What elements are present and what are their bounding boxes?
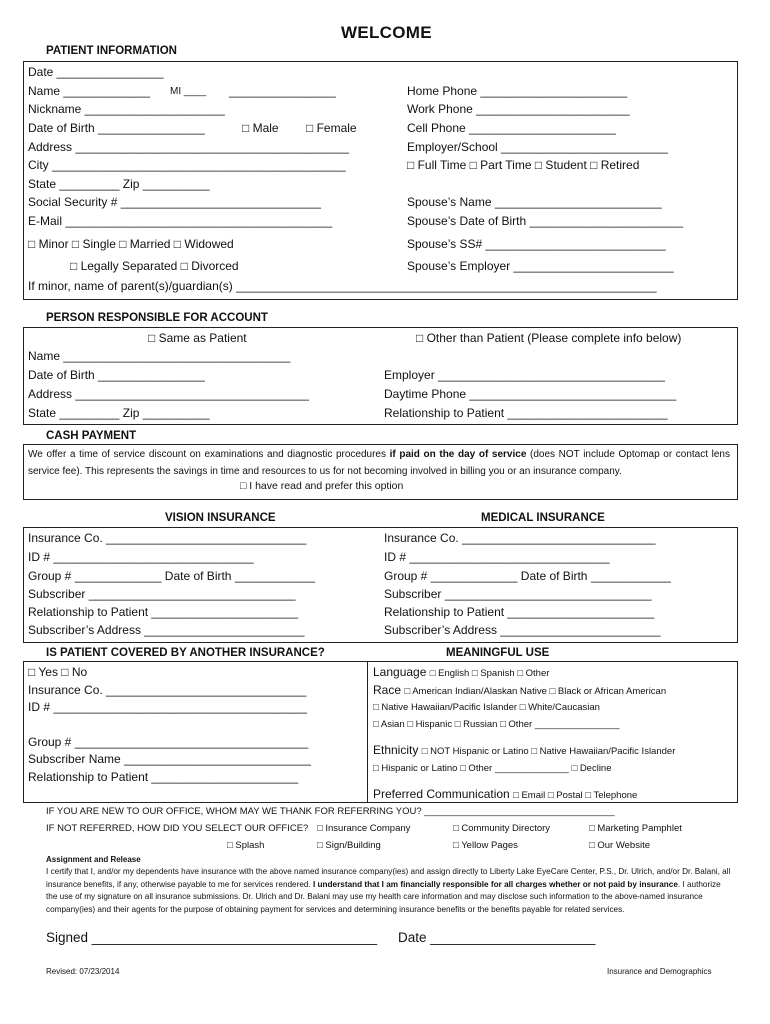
revised-date: Revised: 07/23/2014 <box>46 967 120 976</box>
vision-subscriber-field[interactable]: Subscriber _______________________________ <box>28 587 296 601</box>
guardian-field[interactable]: If minor, name of parent(s)/guardian(s) _______________________________________________________________ <box>28 279 657 293</box>
last-name-field[interactable]: ________________ <box>229 84 336 98</box>
nickname-field[interactable]: Nickname _____________________ <box>28 102 225 116</box>
ethnicity-checkboxes-2[interactable]: □ Hispanic or Latino □ Other ______________ □ Decline <box>373 763 612 774</box>
address-field[interactable]: Address _________________________________________ <box>28 140 349 154</box>
cash-payment-header: CASH PAYMENT <box>46 430 137 442</box>
responsible-relationship-field[interactable]: Relationship to Patient ________________________ <box>384 406 668 420</box>
community-directory-checkbox[interactable]: □ Community Directory <box>453 823 551 834</box>
responsible-header: PERSON RESPONSIBLE FOR ACCOUNT <box>46 312 268 324</box>
middle-initial-field[interactable]: MI ____ <box>170 86 207 97</box>
vision-group-dob-field[interactable]: Group # _____________ Date of Birth ____________ <box>28 569 315 583</box>
home-phone-field[interactable]: Home Phone ______________________ <box>407 84 628 98</box>
referral-question[interactable]: IF YOU ARE NEW TO OUR OFFICE, WHOM MAY WE THANK FOR REFERRING YOU? ____________________________________ <box>46 806 615 817</box>
cell-phone-field[interactable]: Cell Phone ______________________ <box>407 121 616 135</box>
state-zip-field[interactable]: State _________ Zip __________ <box>28 177 210 191</box>
ethnicity-checkboxes[interactable]: □ NOT Hispanic or Latino □ Native Hawaiian/Pacific Islander <box>421 746 676 757</box>
column-divider <box>367 661 368 803</box>
other-insurance-relationship-field[interactable]: Relationship to Patient ______________________ <box>28 770 299 784</box>
language-checkboxes[interactable]: □ English □ Spanish □ Other <box>429 668 550 679</box>
city-field[interactable]: City ____________________________________________ <box>28 158 346 172</box>
ssn-field[interactable]: Social Security # ______________________________ <box>28 195 321 209</box>
marital-status-checkboxes[interactable]: □ Minor □ Single □ Married □ Widowed <box>28 237 234 251</box>
yellow-pages-checkbox[interactable]: □ Yellow Pages <box>453 840 518 851</box>
other-insurance-header: IS PATIENT COVERED BY ANOTHER INSURANCE? <box>46 647 325 659</box>
marketing-pamphlet-checkbox[interactable]: □ Marketing Pamphlet <box>589 823 682 834</box>
spouse-ss-field[interactable]: Spouse’s SS# ___________________________ <box>407 237 666 251</box>
vision-insurance-co-field[interactable]: Insurance Co. ______________________________ <box>28 531 307 545</box>
responsible-name-field[interactable]: Name __________________________________ <box>28 349 291 363</box>
signature-date-field[interactable]: Date ______________________ <box>398 930 596 945</box>
medical-subscriber-field[interactable]: Subscriber _______________________________ <box>384 587 652 601</box>
medical-insurance-header: MEDICAL INSURANCE <box>481 512 605 524</box>
other-than-patient-checkbox[interactable]: □ Other than Patient (Please complete info below) <box>416 331 682 345</box>
male-checkbox[interactable]: □ Male <box>242 121 279 135</box>
preferred-communication-checkboxes[interactable]: □ Email □ Postal □ Telephone <box>513 790 638 801</box>
sign-building-checkbox[interactable]: □ Sign/Building <box>317 840 381 851</box>
work-phone-field[interactable]: Work Phone _______________________ <box>407 102 630 116</box>
same-as-patient-checkbox[interactable]: □ Same as Patient <box>148 331 247 345</box>
insurance-company-checkbox[interactable]: □ Insurance Company <box>317 823 411 834</box>
preferred-communication-row: Preferred Communication □ Email □ Postal □ Telephone <box>373 787 638 801</box>
signature-field[interactable]: Signed ______________________________________ <box>46 930 378 945</box>
employer-school-field[interactable]: Employer/School _________________________ <box>407 140 668 154</box>
spouse-dob-field[interactable]: Spouse’s Date of Birth _______________________ <box>407 214 684 228</box>
responsible-employer-field[interactable]: Employer __________________________________ <box>384 368 665 382</box>
responsible-dob-field[interactable]: Date of Birth ________________ <box>28 368 205 382</box>
cash-ack-checkbox[interactable]: □ I have read and prefer this option <box>240 480 404 492</box>
vision-id-field[interactable]: ID # ______________________________ <box>28 550 254 564</box>
assignment-header: Assignment and Release <box>46 855 141 864</box>
medical-insurance-co-field[interactable]: Insurance Co. _____________________________ <box>384 531 656 545</box>
other-insurance-id-field[interactable]: ID # ______________________________________ <box>28 700 307 714</box>
race-checkboxes-2[interactable]: □ Native Hawaiian/Pacific Islander □ White/Caucasian <box>373 702 600 713</box>
assignment-text: I certify that I, and/or my dependents have insurance with the above named insurance company(ies) and assign directly to Liberty Lake EyeCare Center, P.S., Dr. Ulrich, and/or Dr. Balani, all insurance benefits, if any, otherwise payable to me for services rendered. I understand that I am financially responsible for all charges whether or not paid by insurance. I authorize the use of my signature on all insurance submissions. Dr. Ulrich and Dr. Balani may use my health care information and may disclose such information to the above-named insurance company(ies) and their agents for the purpose of obtaining payment for services and determining insurance benefits or the benefits payable for related services. <box>46 867 731 914</box>
meaningful-use-header: MEANINGFUL USE <box>446 647 550 659</box>
splash-checkbox[interactable]: □ Splash <box>227 840 265 851</box>
employment-status-checkboxes[interactable]: □ Full Time □ Part Time □ Student □ Retired <box>407 158 640 172</box>
spouse-name-field[interactable]: Spouse’s Name _________________________ <box>407 195 662 209</box>
medical-subscriber-address-field[interactable]: Subscriber’s Address ________________________ <box>384 623 661 637</box>
patient-info-header: PATIENT INFORMATION <box>46 45 177 57</box>
other-insurance-group-field[interactable]: Group # ___________________________________ <box>28 735 309 749</box>
date-field[interactable]: Date ________________ <box>28 65 164 79</box>
medical-relationship-field[interactable]: Relationship to Patient ______________________ <box>384 605 655 619</box>
other-insurance-co-field[interactable]: Insurance Co. ______________________________ <box>28 683 307 697</box>
female-checkbox[interactable]: □ Female <box>306 121 357 135</box>
responsible-state-zip-field[interactable]: State _________ Zip __________ <box>28 406 210 420</box>
our-website-checkbox[interactable]: □ Our Website <box>589 840 650 851</box>
vision-relationship-field[interactable]: Relationship to Patient ______________________ <box>28 605 299 619</box>
responsible-address-field[interactable]: Address ___________________________________ <box>28 387 309 401</box>
email-field[interactable]: E-Mail ________________________________________ <box>28 214 333 228</box>
medical-id-field[interactable]: ID # ______________________________ <box>384 550 610 564</box>
other-insurance-subscriber-field[interactable]: Subscriber Name ____________________________ <box>28 752 311 766</box>
office-selection-question: IF NOT REFERRED, HOW DID YOU SELECT OUR OFFICE? <box>46 823 309 834</box>
vision-insurance-header: VISION INSURANCE <box>165 512 276 524</box>
other-insurance-yes-no[interactable]: □ Yes □ No <box>28 665 88 679</box>
form-name: Insurance and Demographics <box>607 967 712 976</box>
dob-field[interactable]: Date of Birth ________________ <box>28 121 205 135</box>
name-field[interactable]: Name _____________ <box>28 84 151 98</box>
language-row: Language □ English □ Spanish □ Other <box>373 665 550 679</box>
spouse-employer-field[interactable]: Spouse’s Employer ________________________ <box>407 259 674 273</box>
medical-group-dob-field[interactable]: Group # _____________ Date of Birth ____________ <box>384 569 671 583</box>
cash-payment-text: We offer a time of service discount on examinations and diagnostic procedures if paid on the day of service (does NOT include Optomap or contact lens service fee). This represents the savings in time and resources to us for not becoming involved in billing you or an insurance company. <box>28 449 730 477</box>
vision-subscriber-address-field[interactable]: Subscriber’s Address ________________________ <box>28 623 305 637</box>
race-row: Race □ American Indian/Alaskan Native □ Black or African American <box>373 683 667 697</box>
marital-status-checkboxes-2[interactable]: □ Legally Separated □ Divorced <box>70 259 239 273</box>
responsible-daytime-phone-field[interactable]: Daytime Phone _______________________________ <box>384 387 677 401</box>
ethnicity-row: Ethnicity □ NOT Hispanic or Latino □ Native Hawaiian/Pacific Islander <box>373 743 676 757</box>
race-checkboxes[interactable]: □ American Indian/Alaskan Native □ Black or African American <box>404 686 667 697</box>
race-checkboxes-3[interactable]: □ Asian □ Hispanic □ Russian □ Other ________________ <box>373 719 620 730</box>
page-title: WELCOME <box>341 23 432 42</box>
